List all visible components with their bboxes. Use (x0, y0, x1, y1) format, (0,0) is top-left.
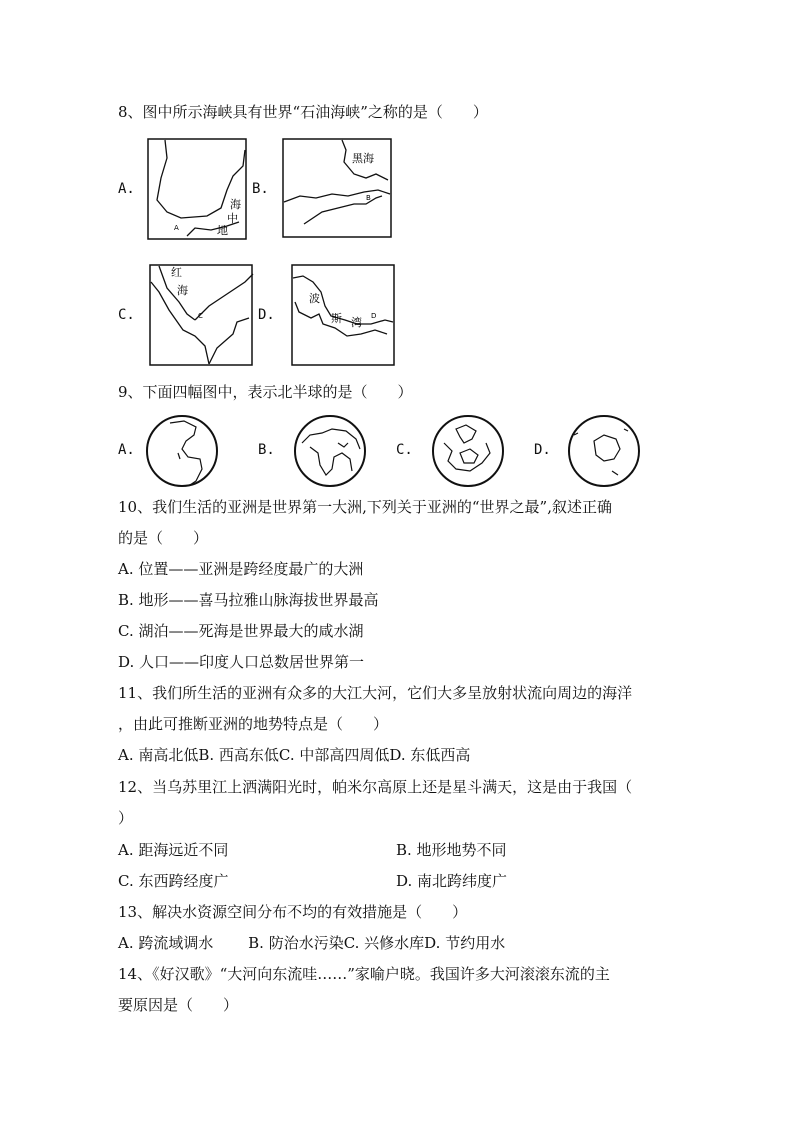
q14-stem-line2: 要原因是（ ） (118, 996, 239, 1014)
q8-map-c-text2: 海 (177, 284, 188, 297)
q9-globe-a (144, 413, 220, 489)
q8-map-a-mark: A (174, 224, 179, 232)
q8-map-a-text3: 地 (217, 224, 228, 237)
q9-stem: 9、下面四幅图中，表示北半球的是（ ） (118, 383, 413, 401)
q12-option-d: D. 南北跨纬度广 (396, 872, 508, 890)
q12-option-c: C. 东西跨经度广 (118, 872, 229, 890)
q9-globe-b (292, 413, 368, 489)
q8-map-b-text1: 黑海 (352, 152, 374, 165)
q8-map-d-mark: D (371, 312, 377, 320)
q9-option-c-label: C. (396, 442, 413, 458)
q8-map-a-text2: 中 (227, 212, 238, 225)
q9-globe-c (430, 413, 506, 489)
q12-option-b: B. 地形地势不同 (396, 841, 507, 859)
q8-map-c (149, 264, 253, 366)
q8-map-d-text2: 斯 (331, 312, 342, 325)
q8-map-c-mark: C (198, 312, 203, 320)
q8-option-c-label: C. (118, 307, 135, 323)
q8-map-a-text1: 海 (230, 198, 241, 211)
q13-options: A. 跨流域调水 B. 防治水污染C. 兴修水库D. 节约用水 (118, 934, 506, 952)
q8-map-b (282, 138, 392, 238)
q9-option-d-label: D. (534, 442, 551, 458)
q10-option-c: C. 湖泊——死海是世界最大的咸水湖 (118, 622, 364, 640)
q11-stem-line2: ，由此可推断亚洲的地势特点是（ ） (118, 715, 389, 733)
q11-options: A. 南高北低B. 西高东低C. 中部高四周低D. 东低西高 (118, 746, 471, 764)
q9-option-b-label: B. (258, 442, 275, 458)
q8-stem: 8、图中所示海峡具有世界“石油海峡”之称的是（ ） (118, 103, 488, 121)
q10-option-a: A. 位置——亚洲是跨经度最广的大洲 (118, 560, 364, 578)
q8-map-d (291, 264, 395, 366)
q8-option-a-label: A. (118, 181, 135, 197)
q12-stem-line1: 12、当乌苏里江上洒满阳光时，帕米尔高原上还是星斗满天，这是由于我国（ (118, 778, 633, 796)
q10-option-d: D. 人口——印度人口总数居世界第一 (118, 653, 365, 671)
q10-option-b: B. 地形——喜马拉雅山脉海拔世界最高 (118, 591, 379, 609)
q8-map-b-mark: B (366, 194, 371, 202)
q10-stem-line1: 10、我们生活的亚洲是世界第一大洲,下列关于亚洲的“世界之最”,叙述正确 (118, 498, 612, 516)
q12-option-a: A. 距海远近不同 (118, 841, 229, 859)
q14-stem-line1: 14、《好汉歌》“大河向东流哇……”家喻户晓。我国许多大河滚滚东流的主 (118, 965, 610, 983)
q9-globe-d (566, 413, 642, 489)
q8-map-a (147, 138, 247, 240)
q8-option-d-label: D. (258, 307, 275, 323)
q8-map-d-text1: 波 (309, 292, 320, 305)
q9-option-a-label: A. (118, 442, 135, 458)
q12-stem-line2: ） (118, 809, 134, 827)
q8-map-c-text1: 红 (171, 266, 182, 279)
q11-stem-line1: 11、我们所生活的亚洲有众多的大江大河，它们大多呈放射状流向周边的海洋 (118, 684, 633, 702)
q13-stem: 13、解决水资源空间分布不均的有效措施是（ ） (118, 903, 468, 921)
q8-option-b-label: B. (252, 181, 269, 197)
q8-map-d-text3: 湾 (351, 316, 362, 329)
q10-stem-line2: 的是（ ） (118, 529, 209, 547)
